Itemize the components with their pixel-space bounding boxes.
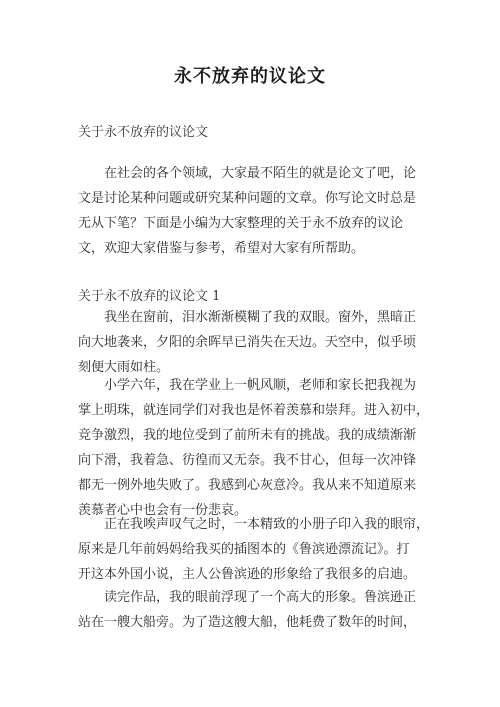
text-line: 都无一例外地失败了。我感到心灰意冷。我从来不知道原来 bbox=[78, 478, 417, 493]
text-line: 羡慕者心中也会有一份悲哀。 bbox=[78, 503, 248, 518]
text-line: 小学六年，我在学业上一帆风顺，老师和家长把我视为 bbox=[104, 378, 417, 393]
text-line: 站在一艘大船旁。为了造这艘大船，他耗费了数年的时间， bbox=[78, 615, 417, 630]
text-line: 读完作品，我的眼前浮现了一个高大的形象。鲁滨逊正 bbox=[104, 590, 417, 605]
text-line: 向大地袭来，夕阳的余晖早已消失在天边。天空中，似乎顷 bbox=[78, 335, 417, 350]
text-line: 在社会的各个领域，大家最不陌生的就是论文了吧，论 bbox=[104, 166, 417, 181]
body-paragraph-4 bbox=[78, 585, 428, 635]
text-line: 刻便大雨如柱。 bbox=[78, 360, 170, 375]
section-heading: 关于永不放弃的议论文 1 bbox=[78, 289, 221, 304]
text-line: 掌上明珠，就连同学们对我也是怀着羡慕和崇拜。进入初中， bbox=[78, 403, 430, 418]
text-line: 正在我唉声叹气之时，一本精致的小册子印入我的眼帘， bbox=[104, 517, 430, 532]
text-line: 原来是几年前妈妈给我买的插图本的《鲁滨逊漂流记》。打 bbox=[78, 542, 410, 557]
text-line: 无从下笔？下面是小编为大家整理的关于永不放弃的议论 bbox=[78, 216, 404, 231]
text-line: 我坐在窗前，泪水渐渐模糊了我的双眼。窗外，黑暗正 bbox=[104, 310, 417, 325]
text-line: 文，欢迎大家借鉴与参考，希望对大家有所帮助。 bbox=[78, 241, 365, 256]
text-line: 开这本外国小说，主人公鲁滨逊的形象给了我很多的启迪。 bbox=[78, 567, 417, 582]
intro-paragraph bbox=[78, 161, 428, 261]
text-line: 竞争激烈，我的地位受到了前所未有的挑战。我的成绩渐渐 bbox=[78, 428, 417, 443]
document-subtitle: 关于永不放弃的议论文 bbox=[78, 125, 209, 140]
text-line: 文是讨论某种问题或研究某种问题的文章。你写论文时总是 bbox=[78, 191, 417, 206]
text-line: 向下滑，我着急、彷徨而又无奈。我不甘心，但每一次冲锋 bbox=[78, 453, 417, 468]
body-paragraph-3 bbox=[78, 512, 428, 587]
body-paragraph-2 bbox=[78, 373, 428, 523]
document-title: 永不放弃的议论文 bbox=[174, 66, 326, 87]
body-paragraph-1 bbox=[78, 305, 428, 380]
